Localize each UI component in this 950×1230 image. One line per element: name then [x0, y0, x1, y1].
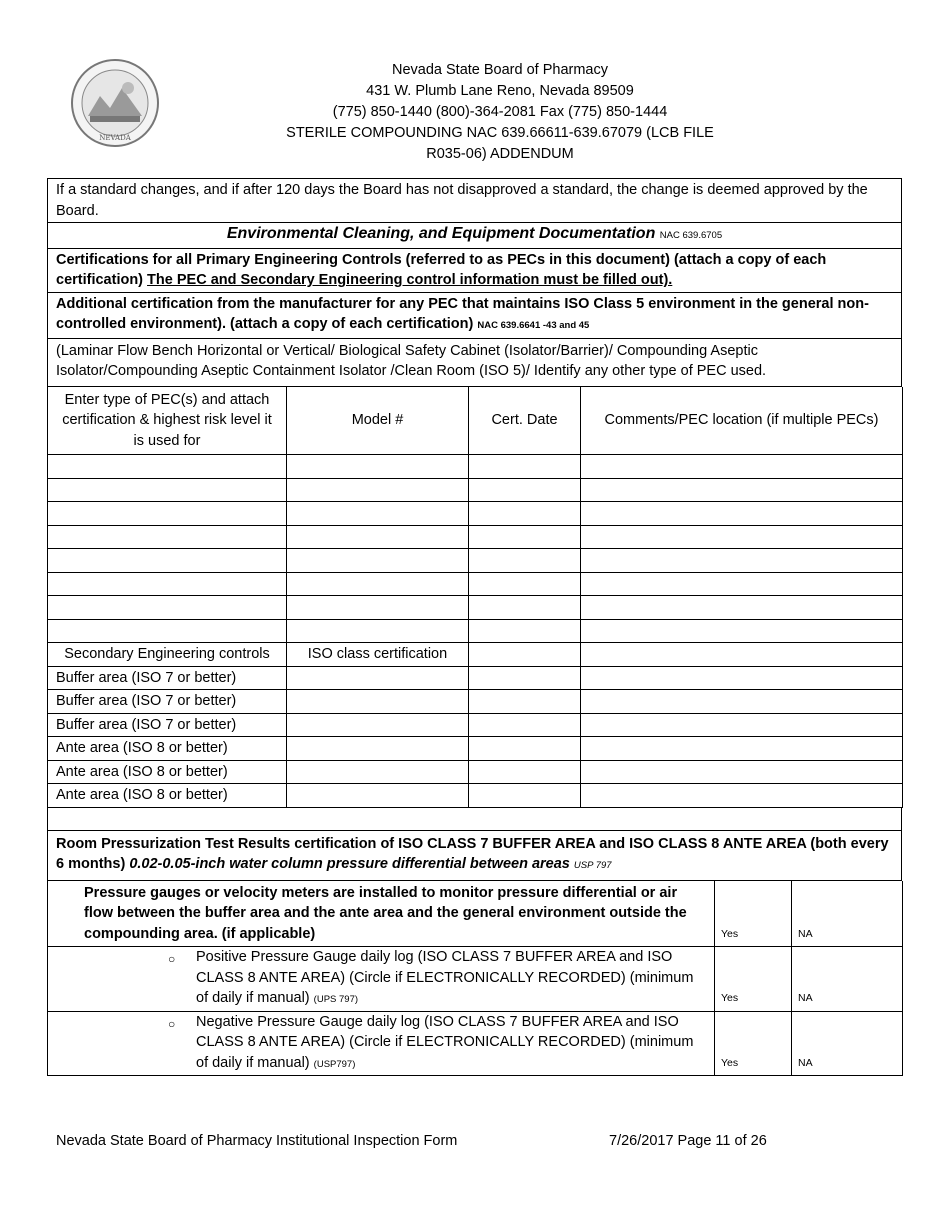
pec-types-text: (Laminar Flow Bench Horizontal or Vertical/ Biological Safety Cabinet (Isolator/Barrier)/ Compounding Aseptic Isolator/Compounding Aseptic Containment Isolator /Clean Room (ISO 5)/ Identify any other type of PEC used. [56, 342, 767, 379]
notice-row [47, 178, 902, 223]
additional-cert-text: Additional certification from the manufacturer for any PEC that maintains ISO Class 5 environment in the general non-controlled environment). (attach a copy of each certification) [56, 295, 869, 332]
pec-comment-cell[interactable] [581, 572, 903, 596]
secondary-date-cell[interactable] [469, 760, 581, 784]
pec-comment-cell[interactable] [581, 596, 903, 620]
secondary-row [48, 784, 903, 808]
pec-date-cell[interactable] [469, 596, 581, 620]
pec-table [47, 387, 903, 808]
section-ref: NAC 639.6705 [659, 230, 723, 241]
pec-header-cert-date: Cert. Date [469, 387, 581, 455]
secondary-header-blank [581, 643, 903, 667]
pec-date-cell[interactable] [469, 478, 581, 502]
pec-date-cell[interactable] [469, 549, 581, 573]
footer-page-info: 7/26/2017 Page 11 of 26 [609, 1133, 767, 1149]
pec-type-cell[interactable] [48, 619, 287, 643]
pec-entry-row [48, 572, 903, 596]
secondary-row [48, 737, 903, 761]
pec-type-cell[interactable] [48, 572, 287, 596]
secondary-header-blank [469, 643, 581, 667]
pressurization-heading [47, 831, 902, 881]
footer-form-name: Nevada State Board of Pharmacy Institutional Inspection Form [56, 1133, 458, 1149]
pec-comment-cell[interactable] [581, 525, 903, 549]
pec-comment-cell[interactable] [581, 549, 903, 573]
certifications-row [47, 249, 902, 293]
secondary-comment-cell[interactable] [581, 760, 903, 784]
pec-table-header [48, 387, 903, 455]
pec-type-cell[interactable] [48, 502, 287, 526]
positive-gauge-ref: (UPS 797) [313, 994, 359, 1005]
secondary-row [48, 666, 903, 690]
pec-comment-cell[interactable] [581, 502, 903, 526]
pec-entry-row [48, 478, 903, 502]
seal-text: NEVADA [99, 134, 131, 142]
secondary-header-row [48, 643, 903, 667]
pec-entry-row [48, 502, 903, 526]
yes-option[interactable]: Yes [715, 881, 792, 947]
pec-date-cell[interactable] [469, 619, 581, 643]
yes-option[interactable]: Yes [715, 1011, 792, 1076]
na-option[interactable]: NA [792, 1011, 903, 1076]
secondary-comment-cell[interactable] [581, 737, 903, 761]
pec-type-cell[interactable] [48, 455, 287, 479]
additional-cert-ref: NAC 639.6641 -43 and 45 [477, 320, 590, 331]
secondary-area-label: Ante area (ISO 8 or better) [48, 737, 287, 761]
form-body [47, 178, 902, 1076]
iso-cert-cell[interactable] [287, 737, 469, 761]
pressure-item [48, 881, 903, 947]
pec-model-cell[interactable] [287, 596, 469, 620]
secondary-area-label: Buffer area (ISO 7 or better) [48, 713, 287, 737]
iso-cert-cell[interactable] [287, 666, 469, 690]
pec-date-cell[interactable] [469, 455, 581, 479]
certifications-underlined: The PEC and Secondary Engineering control information must be filled out). [147, 272, 673, 288]
pec-comment-cell[interactable] [581, 478, 903, 502]
certifications-text: Certifications for all Primary Engineering Controls (referred to as PECs in this document) (attach a copy of each certification) [56, 251, 827, 288]
pec-comment-cell[interactable] [581, 455, 903, 479]
pec-type-cell[interactable] [48, 549, 287, 573]
pec-model-cell[interactable] [287, 619, 469, 643]
secondary-area-label: Ante area (ISO 8 or better) [48, 784, 287, 808]
pec-entry-row [48, 549, 903, 573]
pec-entry-row [48, 455, 903, 479]
na-option[interactable]: NA [792, 881, 903, 947]
org-address: 431 W. Plumb Lane Reno, Nevada 89509 [366, 83, 634, 99]
iso-cert-cell[interactable] [287, 784, 469, 808]
pec-entry-row [48, 619, 903, 643]
pressure-item-text [48, 881, 715, 947]
secondary-date-cell[interactable] [469, 713, 581, 737]
pec-types-row [47, 339, 902, 387]
secondary-area-label: Buffer area (ISO 7 or better) [48, 666, 287, 690]
pressurization-heading-text: Room Pressurization Test Results certification of ISO CLASS 7 BUFFER AREA and ISO CLASS 8 ANTE AREA (both every 6 months) [56, 835, 889, 872]
pressure-item [48, 1011, 903, 1076]
negative-gauge-ref: (USP797) [313, 1058, 356, 1070]
pec-model-cell[interactable] [287, 549, 469, 573]
secondary-comment-cell[interactable] [581, 666, 903, 690]
secondary-date-cell[interactable] [469, 784, 581, 808]
pec-entry-row [48, 525, 903, 549]
pressure-item [48, 947, 903, 1012]
pec-date-cell[interactable] [469, 525, 581, 549]
section-title: Environmental Cleaning, and Equipment Documentation [226, 225, 656, 242]
pec-comment-cell[interactable] [581, 619, 903, 643]
org-name: Nevada State Board of Pharmacy [391, 62, 608, 78]
pec-header-comments: Comments/PEC location (if multiple PECs) [581, 387, 903, 455]
pec-date-cell[interactable] [469, 502, 581, 526]
secondary-comment-cell[interactable] [581, 690, 903, 714]
positive-gauge-text: Positive Pressure Gauge daily log (ISO CLASS 7 BUFFER AREA and ISO CLASS 8 ANTE AREA) (Circle if ELECTRONICALLY RECORDED) (minimum of daily if manual) [196, 949, 694, 1006]
secondary-date-cell[interactable] [469, 737, 581, 761]
pressure-item-text [48, 947, 715, 1012]
pec-model-cell[interactable] [287, 572, 469, 596]
pec-type-cell[interactable] [48, 478, 287, 502]
pec-type-cell[interactable] [48, 596, 287, 620]
pec-entry-row [48, 596, 903, 620]
spacer-row [47, 808, 902, 831]
secondary-area-label: Buffer area (ISO 7 or better) [48, 690, 287, 714]
notice-text: If a standard changes, and if after 120 days the Board has not disapproved a standard, the change is deemed approved by the Board. [56, 182, 868, 219]
secondary-comment-cell[interactable] [581, 784, 903, 808]
secondary-date-cell[interactable] [469, 690, 581, 714]
iso-cert-cell[interactable] [287, 690, 469, 714]
additional-cert-row [47, 293, 902, 339]
pressure-item-text [48, 1011, 715, 1076]
pec-header-type: Enter type of PEC(s) and attach certification & highest risk level it is used for [48, 387, 287, 455]
form-title-line2: R035-06) ADDENDUM [426, 146, 574, 162]
pec-model-cell[interactable] [287, 478, 469, 502]
pressure-gauge-question: Pressure gauges or velocity meters are installed to monitor pressure differential or air flow between the buffer area and the ante area and the general environment outside the compounding area. (if applicable) [84, 884, 687, 942]
pec-model-cell[interactable] [287, 525, 469, 549]
secondary-row [48, 690, 903, 714]
bullet-icon: ○ [168, 1016, 176, 1031]
yes-option[interactable]: Yes [715, 947, 792, 1012]
secondary-header-label: Secondary Engineering controls [48, 643, 287, 667]
bullet-icon: ○ [168, 952, 176, 966]
section-heading [47, 223, 902, 249]
secondary-area-label: Ante area (ISO 8 or better) [48, 760, 287, 784]
secondary-comment-cell[interactable] [581, 713, 903, 737]
secondary-header-iso: ISO class certification [287, 643, 469, 667]
negative-gauge-text: Negative Pressure Gauge daily log (ISO CLASS 7 BUFFER AREA and ISO CLASS 8 ANTE AREA) (Circle if ELECTRONICALLY RECORDED) (minimum of daily if manual) [196, 1013, 694, 1071]
iso-cert-cell[interactable] [287, 713, 469, 737]
pec-type-cell[interactable] [48, 525, 287, 549]
secondary-row [48, 713, 903, 737]
form-title-line1: STERILE COMPOUNDING NAC 639.66611-639.67079 (LCB FILE [286, 125, 714, 141]
iso-cert-cell[interactable] [287, 760, 469, 784]
secondary-row [48, 760, 903, 784]
pec-model-cell[interactable] [287, 455, 469, 479]
pressurization-table [47, 881, 903, 1077]
state-seal-logo [70, 58, 160, 148]
na-option[interactable]: NA [792, 947, 903, 1012]
pec-header-model: Model # [287, 387, 469, 455]
letterhead [200, 60, 800, 165]
org-phone: (775) 850-1440 (800)-364-2081 Fax (775) 850-1444 [332, 104, 668, 120]
secondary-date-cell[interactable] [469, 666, 581, 690]
pressurization-ref: USP 797 [573, 860, 612, 871]
pec-model-cell[interactable] [287, 502, 469, 526]
pressurization-emph: 0.02-0.05-inch water column pressure differential between areas [129, 856, 570, 872]
pec-date-cell[interactable] [469, 572, 581, 596]
